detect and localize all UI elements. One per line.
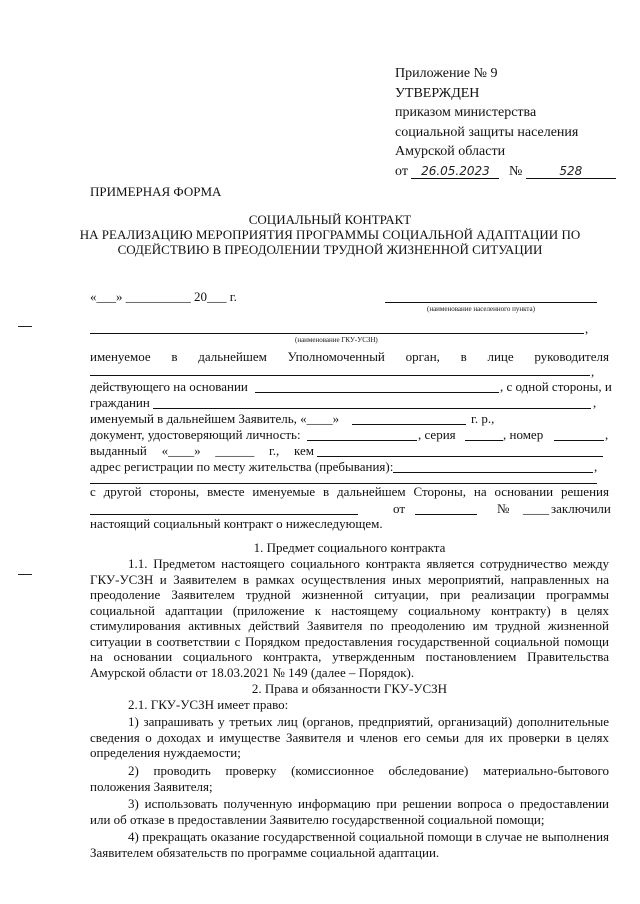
word: дальнейшем: [337, 484, 406, 499]
issued-by-line: [317, 456, 603, 457]
contract-title-2: НА РЕАЛИЗАЦИЮ МЕРОПРИЯТИЯ ПРОГРАММЫ СОЦИАЛЬНОЙ АДАПТАЦИИ ПО: [79, 227, 581, 242]
address-label: адрес регистрации по месту жительства (пребывания):: [90, 459, 394, 474]
form-label: ПРИМЕРНАЯ ФОРМА: [90, 184, 222, 199]
word: в: [323, 484, 330, 499]
acting-basis-tail: , с одной стороны, и: [500, 379, 612, 394]
concluded-text: настоящий социальный контракт о нижеследующем.: [90, 516, 383, 531]
contract-date-field: «___» __________ 20___ г.: [90, 289, 237, 304]
word: в: [460, 349, 467, 364]
approval-date: 26.05.2023: [411, 164, 499, 179]
word: ______: [215, 443, 255, 458]
address-comma: ,: [594, 459, 598, 474]
word: решения: [561, 484, 609, 499]
word: выданный: [90, 443, 147, 458]
section-2-item-3: 3) использовать полученную информацию при решении вопроса о предоставлении или об отказе в предоставлении Заявителю государственной социальной помощи;: [90, 796, 609, 827]
number-label: , номер: [503, 427, 544, 442]
contract-title-3: СОДЕЙСТВИЮ В ПРЕОДОЛЕНИИ ТРУДНОЙ ЖИЗНЕННОЙ СИТУАЦИИ: [117, 242, 543, 257]
word: именуемое: [90, 349, 151, 364]
word: кем: [294, 443, 314, 458]
section-2-item-4: 4) прекращать оказание государственной социальной помощи в случае не выполнения Заявителем обязательств по программе социальной адаптации.: [90, 829, 609, 860]
approval-number: 528: [526, 164, 616, 179]
id-document-label: документ, удостоверяющий личность:: [90, 427, 301, 442]
word: г.,: [268, 443, 280, 458]
approval-ministry: социальной защиты населения: [395, 124, 579, 140]
approval-order: приказом министерства: [395, 105, 537, 120]
settlement-field-line: [385, 302, 597, 303]
applicant-label: именуемый в дальнейшем Заявитель, «____»: [90, 411, 340, 426]
issued-line: [90, 443, 314, 459]
margin-mark: [18, 326, 32, 327]
word: основании: [494, 484, 554, 499]
other-side-line: [90, 484, 609, 500]
decision-from-label: от: [393, 501, 406, 516]
citizen-line: [153, 408, 591, 409]
decision-number-label: №: [497, 501, 510, 516]
number-line: [554, 440, 604, 441]
word: Стороны,: [413, 484, 466, 499]
approval-region: Амурской области: [395, 144, 506, 159]
word: с: [90, 484, 96, 499]
section-2-1: 2.1. ГКУ-УСЗН имеет право:: [128, 697, 289, 712]
word: другой: [103, 484, 142, 499]
section-2-heading: 2. Права и обязанности ГКУ-УСЗН: [251, 681, 448, 696]
acting-basis-line: [255, 392, 499, 393]
section-1-paragraph: 1.1. Предметом настоящего социального контракта является сотрудничество между ГКУ-УСЗН и Заявителем в рамках осуществления иных мероприятий, направленных на преодоление Заявителем трудной жизненной ситуации, при реализации программы социальной адаптации (приложение к настоящему социальному контракту) в целях стимулирования активных действий Заявителя по преодолению им трудной жизненной ситуации в соответствии с Порядком предоставления государственной социальной помощи на основании социального контракта, утвержденным постановлением Правительства Амурской области от 18.03.2021 № 149 (далее – Порядок).: [90, 556, 609, 680]
acting-basis-label: действующего на основании: [90, 379, 248, 394]
approval-block: [395, 64, 616, 181]
word: на: [473, 484, 487, 499]
address-line: [393, 472, 593, 473]
head-comma: ,: [591, 364, 595, 379]
contract-title-1: СОЦИАЛЬНЫЙ КОНТРАКТ: [248, 212, 412, 227]
citizen-comma: ,: [593, 395, 597, 410]
section-2-item-2: 2) проводить проверку (комиссионное обследование) материально-бытового положения Заявителя;: [90, 763, 609, 794]
appendix-number: Приложение № 9: [395, 66, 498, 81]
series-label: , серия: [418, 427, 456, 442]
number-comma: ,: [605, 427, 609, 442]
id-document-line: [307, 440, 417, 441]
head-name-line: [90, 375, 590, 376]
approval-from-label: от: [395, 163, 408, 179]
decision-date-line: [415, 514, 477, 515]
section-1-heading: 1. Предмет социального контракта: [253, 540, 446, 555]
decision-number-blank: ____: [523, 501, 549, 516]
org-caption: (наименование ГКУ-УСЗН): [295, 336, 378, 344]
word: «____»: [161, 443, 201, 458]
approved-label: УТВЕРЖДЕН: [395, 85, 480, 101]
word: дальнейшем: [198, 349, 267, 364]
org-field-line: [90, 333, 584, 334]
birth-year-line: [352, 424, 466, 425]
word: лице: [487, 349, 514, 364]
org-comma: ,: [585, 321, 589, 336]
word: орган,: [405, 349, 440, 364]
decision-tail: заключили: [551, 501, 611, 516]
word: стороны,: [149, 484, 200, 499]
word: в: [171, 349, 178, 364]
section-2-item-1: 1) запрашивать у третьих лиц (органов, предприятий, организаций) дополнительные сведения о доходах и имуществе Заявителя и членов его семьи для их проверки в целях определения нуждаемости;: [90, 714, 609, 760]
margin-mark: [18, 574, 32, 575]
word: именуемые: [252, 484, 316, 499]
birth-year-tail: г. р.,: [471, 411, 495, 426]
word: вместе: [207, 484, 245, 499]
approval-date-line: [395, 162, 616, 182]
series-line: [465, 440, 503, 441]
word: руководителя: [534, 349, 609, 364]
named-authority-line: [90, 349, 609, 365]
word: Уполномоченный: [287, 349, 385, 364]
approval-number-label: №: [508, 163, 523, 179]
decision-line: [90, 514, 358, 515]
settlement-caption: (наименование населенного пункта): [427, 305, 535, 313]
citizen-label: гражданин: [90, 395, 150, 410]
